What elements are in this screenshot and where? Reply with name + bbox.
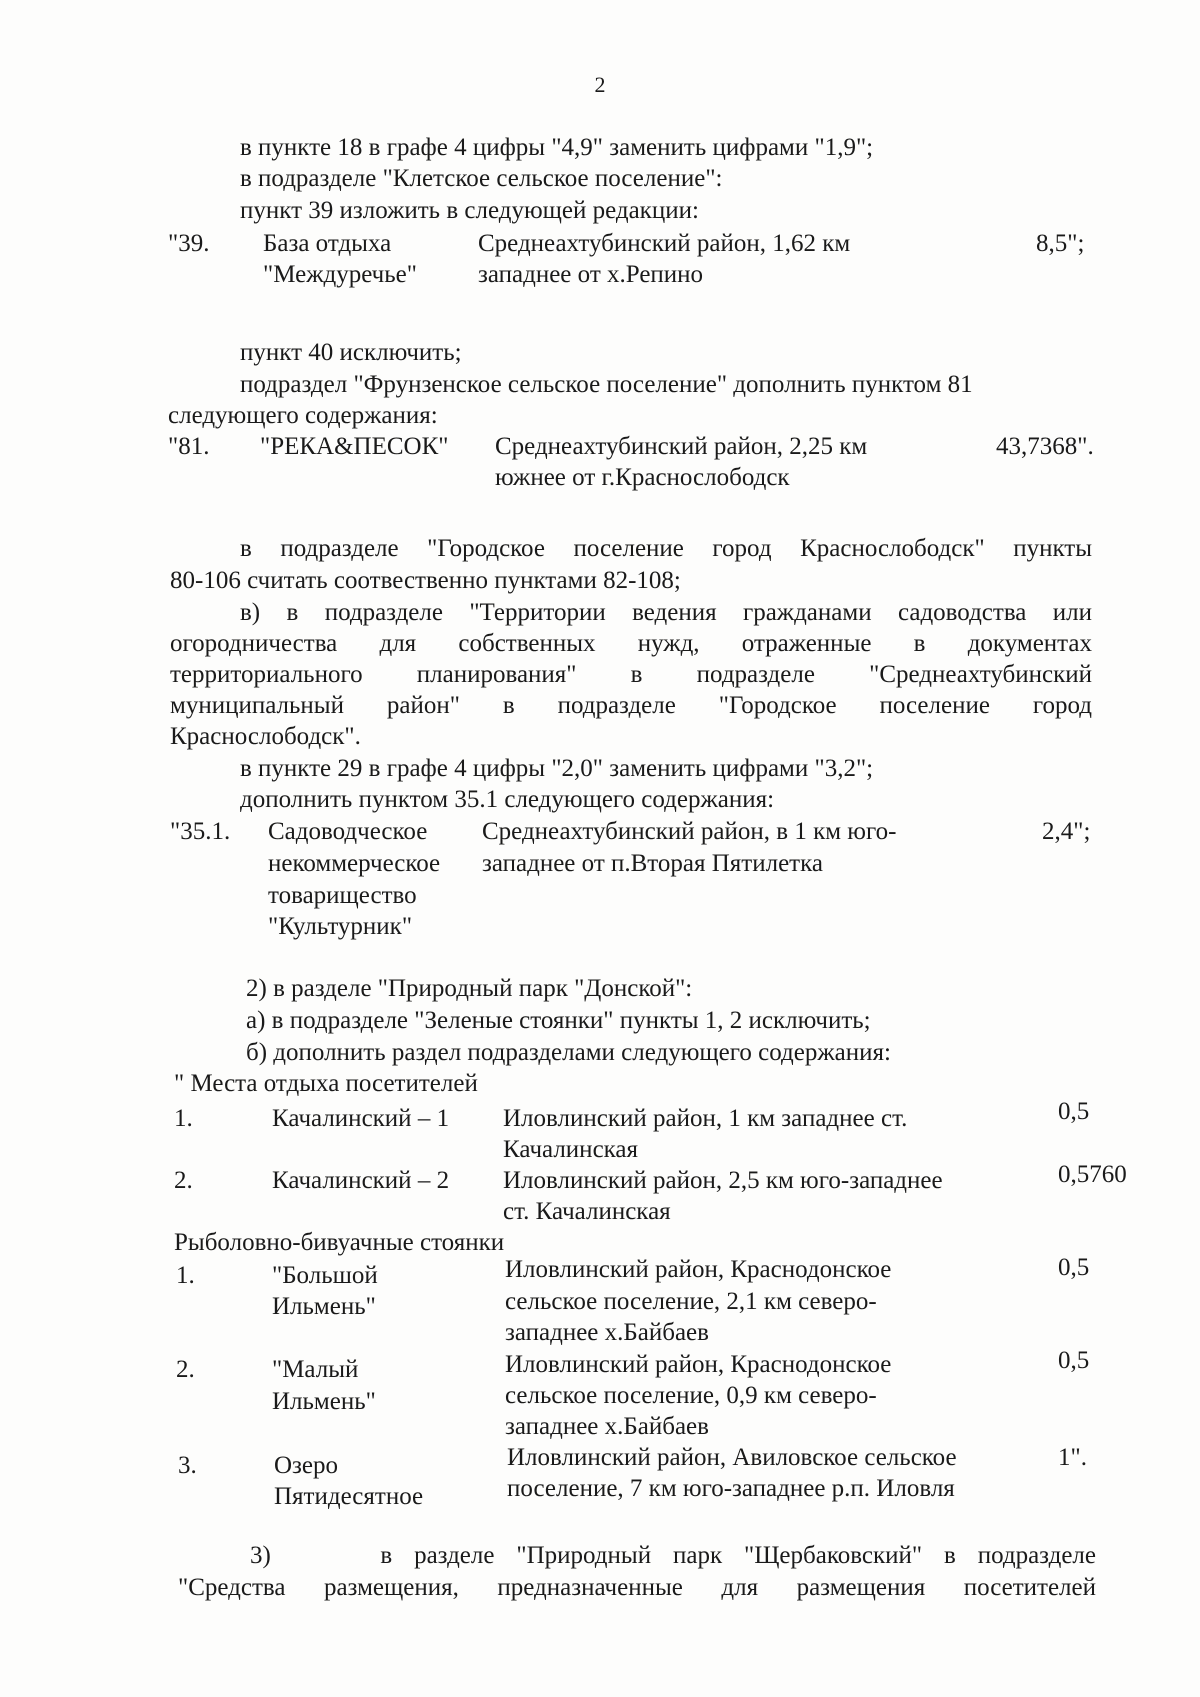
- entry-area: 0,5: [1058, 1254, 1090, 1281]
- entry-number: 2.: [174, 1167, 193, 1194]
- subsection-heading: Рыболовно-бивуачные стоянки: [174, 1229, 505, 1256]
- text-line: в подразделе "Клетское сельское поселение":: [240, 165, 723, 192]
- text-line: в пункте 29 в графе 4 цифры "2,0" заменить цифрами "3,2";: [240, 755, 874, 782]
- page-number: 2: [594, 72, 606, 97]
- entry-name: Качалинский – 1: [272, 1105, 450, 1132]
- text-line: 3) в разделе "Природный парк "Щербаковский" в подразделе: [250, 1542, 1096, 1569]
- entry-location: Качалинская: [503, 1136, 639, 1163]
- entry-location: западнее х.Байбаев: [505, 1319, 709, 1346]
- entry-location: Иловлинский район, 2,5 км юго-западнее: [503, 1167, 943, 1194]
- entry-number: 1.: [174, 1105, 193, 1132]
- text-line: 2) в разделе "Природный парк "Донской":: [246, 975, 693, 1002]
- entry-name: "РЕКА&ПЕСОК": [260, 433, 449, 460]
- entry-area: 8,5";: [1036, 230, 1085, 257]
- text-line: пункт 39 изложить в следующей редакции:: [240, 197, 699, 224]
- entry-number: "39.: [168, 230, 210, 257]
- entry-area: 0,5: [1058, 1098, 1090, 1125]
- entry-location: сельское поселение, 0,9 км северо-: [505, 1382, 877, 1409]
- entry-number: 1.: [176, 1262, 195, 1289]
- entry-location: западнее от п.Вторая Пятилетка: [482, 850, 823, 877]
- entry-name: некоммерческое: [268, 850, 441, 877]
- entry-name: "Большой: [272, 1262, 378, 1289]
- entry-location: Иловлинский район, 1 км западнее ст.: [503, 1105, 908, 1132]
- text-line: в) в подразделе "Территории ведения гражданами садоводства или: [240, 599, 1092, 626]
- text-line: муниципальный район" в подразделе "Городское поселение город: [170, 692, 1092, 719]
- text-line: огородничества для собственных нужд, отраженные в документах: [170, 630, 1092, 657]
- text-line: подраздел "Фрунзенское сельское поселение" дополнить пунктом 81: [240, 371, 973, 398]
- entry-location: поселение, 7 км юго-западнее р.п. Иловля: [507, 1475, 955, 1502]
- entry-number: "81.: [168, 433, 210, 460]
- entry-location: Среднеахтубинский район, 2,25 км: [495, 433, 868, 460]
- entry-name: Пятидесятное: [274, 1483, 424, 1510]
- text-line: а) в подразделе "Зеленые стоянки" пункты 1, 2 исключить;: [246, 1007, 871, 1034]
- entry-location: Иловлинский район, Краснодонское: [505, 1256, 892, 1283]
- entry-number: "35.1.: [170, 818, 231, 845]
- text-line: в пункте 18 в графе 4 цифры "4,9" заменить цифрами "1,9";: [240, 134, 874, 161]
- text-line: "Средства размещения, предназначенные для размещения посетителей: [178, 1574, 1096, 1601]
- entry-name: "Малый: [272, 1356, 359, 1383]
- text-line: дополнить пунктом 35.1 следующего содержания:: [240, 786, 775, 813]
- entry-name: "Междуречье": [263, 261, 417, 288]
- entry-location: западнее от х.Репино: [478, 261, 704, 288]
- subsection-heading: " Места отдыха посетителей: [174, 1070, 478, 1097]
- text-line: 80-106 считать соотвественно пунктами 82-108;: [170, 567, 681, 594]
- entry-name: Садоводческое: [268, 818, 428, 845]
- entry-location: ст. Качалинская: [503, 1198, 671, 1225]
- entry-area: 43,7368".: [996, 433, 1094, 460]
- entry-location: Иловлинский район, Краснодонское: [505, 1351, 892, 1378]
- entry-area: 0,5: [1058, 1347, 1090, 1374]
- entry-area: 1".: [1058, 1444, 1087, 1471]
- entry-name: товарищество: [268, 882, 417, 909]
- entry-location: западнее х.Байбаев: [505, 1413, 709, 1440]
- entry-location: сельское поселение, 2,1 км северо-: [505, 1288, 877, 1315]
- entry-name: Ильмень": [272, 1293, 376, 1320]
- text-line: пункт 40 исключить;: [240, 339, 462, 366]
- entry-location: Среднеахтубинский район, 1,62 км: [478, 230, 851, 257]
- entry-area: 2,4";: [1042, 818, 1091, 845]
- text-line: б) дополнить раздел подразделами следующего содержания:: [246, 1039, 891, 1066]
- entry-number: 3.: [178, 1452, 197, 1479]
- entry-location: Среднеахтубинский район, в 1 км юго-: [482, 818, 897, 845]
- entry-area: 0,5760: [1058, 1161, 1127, 1188]
- entry-name: Качалинский – 2: [272, 1167, 450, 1194]
- entry-location: южнее от г.Краснослободск: [495, 464, 790, 491]
- entry-name: Ильмень": [272, 1388, 376, 1415]
- entry-number: 2.: [176, 1356, 195, 1383]
- text-line: территориального планирования" в подразделе "Среднеахтубинский: [170, 661, 1092, 688]
- text-line: Краснослободск".: [170, 723, 361, 750]
- text-line: в подразделе "Городское поселение город Краснослободск" пункты: [240, 535, 1092, 562]
- entry-location: Иловлинский район, Авиловское сельское: [507, 1444, 957, 1471]
- entry-name: Озеро: [274, 1452, 339, 1479]
- entry-name: База отдыха: [263, 230, 392, 257]
- entry-name: "Культурник": [268, 913, 413, 940]
- text-line: следующего содержания:: [168, 402, 438, 429]
